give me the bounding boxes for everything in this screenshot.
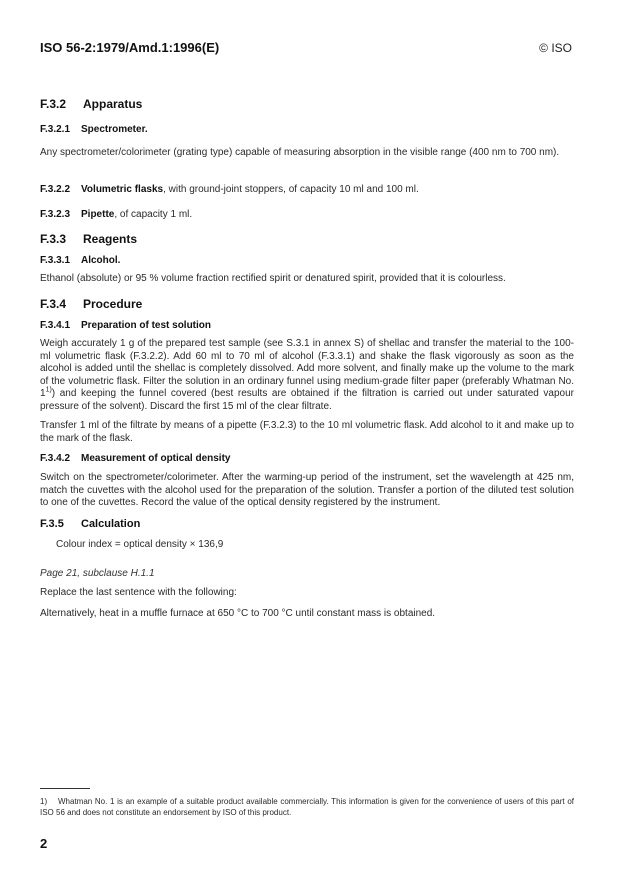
subsection-title: Alcohol. [81,255,121,266]
subsection-number: F.3.3.1 [40,255,71,266]
subsection-number: F.3.2.3 [40,209,71,220]
subsection-preparation-heading [40,320,211,331]
document-id: ISO 56-2:1979/Amd.1:1996(E) [40,40,220,55]
section-calculation-heading [40,518,140,530]
subsection-number: F.3.4.2 [40,453,71,464]
section-title: Calculation [81,518,141,530]
amendment-instruction: Replace the last sentence with the following: [40,587,237,598]
section-title: Apparatus [83,97,143,111]
section-title: Reagents [83,232,138,246]
subsection-number: F.3.4.1 [40,320,71,331]
subsection-alcohol-heading [40,255,120,266]
subsection-flasks [40,184,419,195]
subsection-spectrometer-heading [40,124,148,135]
preparation-text-a: Weigh accurately 1 g of the prepared test sample (see S.3.1 in annex S) of shellac and transfer the material to the 100-ml volumetric flask (F.3.2.2). Add 60 ml to 70 ml of alcohol (F.3.3.1) and shake the flask vigorously as soon as the alcohol is added until the shellac is completely dissolved. Add more solvent, and finally make up the volume to the mark of the volumetric flask. Filter the solution in an ordinary funnel using medium-grade filter paper (preferably Whatman No. 1 [40,338,574,400]
pipette-text: , of capacity 1 ml. [114,209,193,220]
section-number: F.3.2 [40,97,67,111]
section-title: Procedure [83,297,143,311]
section-apparatus-heading [40,97,142,111]
section-number: F.3.5 [40,518,64,530]
spectrometer-text: Any spectrometer/colorimeter (grating type) capable of measuring absorption in the visible range (400 nm to 700 nm). [40,147,560,158]
subsection-pipette [40,209,192,220]
footnote-divider [40,788,90,789]
subsection-number: F.3.2.1 [40,124,71,135]
colour-index-formula: Colour index = optical density × 136,9 [56,539,224,550]
section-number: F.3.3 [40,232,67,246]
alcohol-text: Ethanol (absolute) or 95 % volume fraction rectified spirit or denatured spirit, provided that it is colourless. [40,273,506,284]
measurement-text: Switch on the spectrometer/colorimeter. After the warming-up period of the instrument, set the wavelength at 425 nm, match the cuvettes with the alcohol used for the preparation of the solution. Transfer a portion of the diluted test solution to one of the cuvettes. Record the value of the optical density registered by the instrument. [40,472,574,509]
footnote-mark: 1) [40,797,48,806]
preparation-paragraph-2: Transfer 1 ml of the filtrate by means of a pipette (F.3.2.3) to the 10 ml volumetric flask. Add alcohol to it and make up to the mark of the flask. [40,420,574,444]
subsection-title: Preparation of test solution [81,320,212,331]
subsection-number: F.3.2.2 [40,184,71,195]
copyright-notice: © ISO [539,41,572,55]
subsection-title: Measurement of optical density [81,453,231,464]
section-number: F.3.4 [40,297,67,311]
page-number: 2 [40,836,48,851]
subsection-title: Spectrometer. [81,124,148,135]
section-reagents-heading [40,232,137,246]
subsection-title: Pipette [81,209,115,220]
footnote-text: Whatman No. 1 is an example of a suitable product available commercially. This information is given for the convenience of users of this part of ISO 56 and does not constitute an endorsement by ISO of this product. [40,797,574,817]
subsection-title: Volumetric flasks [81,184,164,195]
preparation-text-b: ) and keeping the funnel covered (best results are obtained if the filtration is carried out under saturated vapour pressure of the solvent). Discard the first 15 ml of the clear filtrate. [40,388,574,412]
amendment-reference: Page 21, subclause H.1.1 [40,568,155,579]
footnote [40,796,574,818]
section-procedure-heading [40,297,142,311]
flasks-text: , with ground-joint stoppers, of capacity 10 ml and 100 ml. [163,184,419,195]
amendment-text: Alternatively, heat in a muffle furnace at 650 °C to 700 °C until constant mass is obtained. [40,608,436,619]
subsection-measurement-heading [40,453,230,464]
preparation-paragraph-1 [40,338,574,414]
footnote-reference: 1) [45,387,52,395]
